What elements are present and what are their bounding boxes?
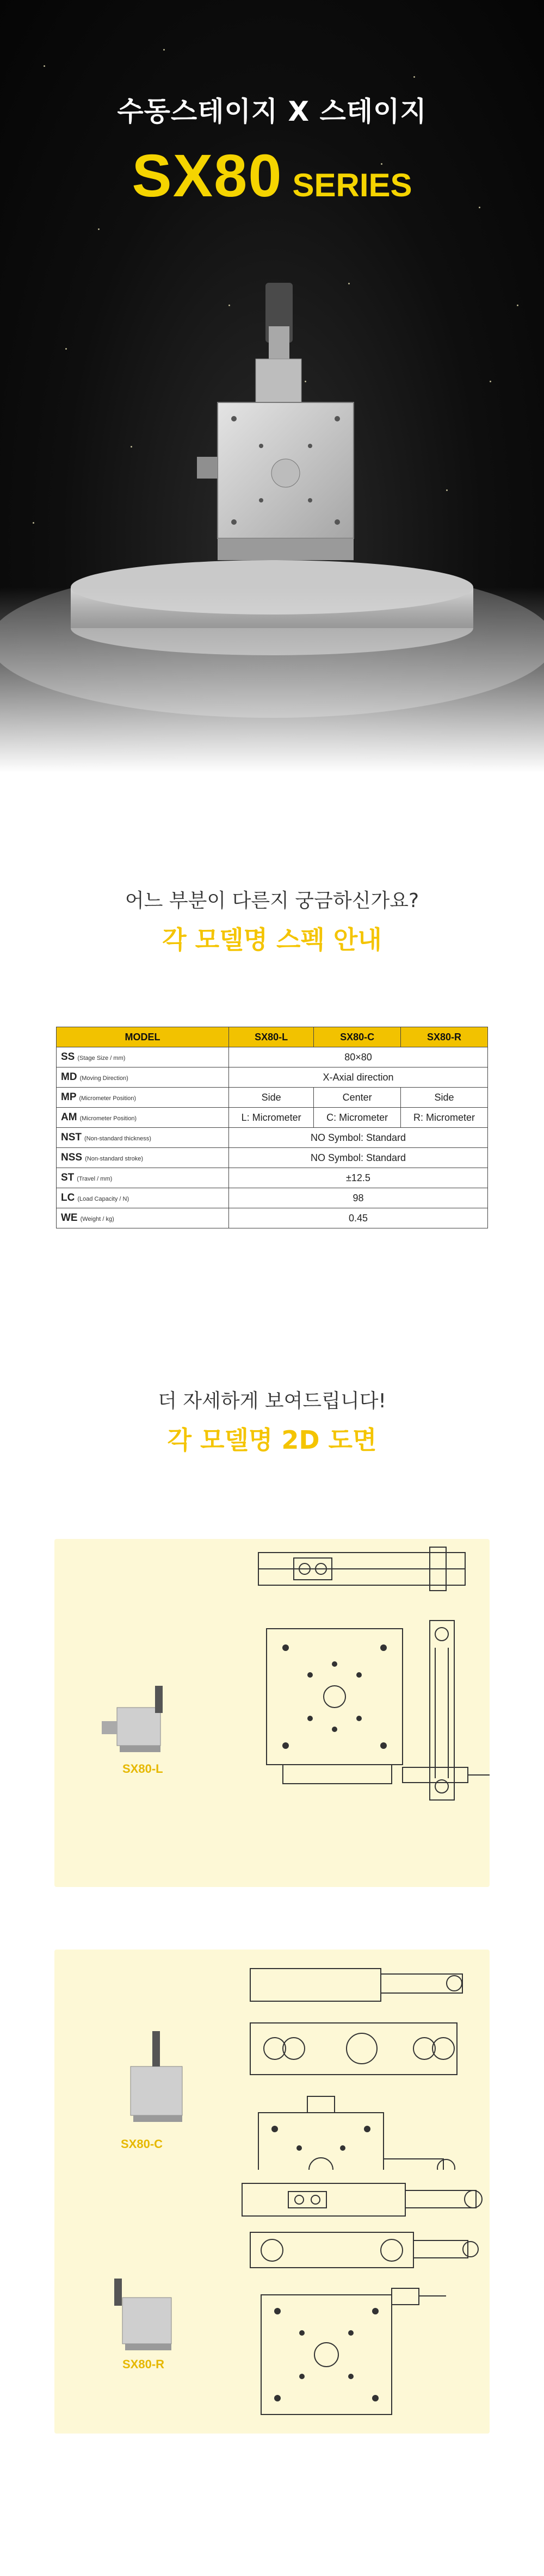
table-row	[57, 1208, 488, 1228]
table-row	[57, 1188, 488, 1208]
spec-title: 각 모델명 스펙 안내	[162, 925, 382, 954]
row-label: ST (Travel / mm)	[57, 1168, 229, 1188]
header-sx80-r: SX80-R	[401, 1027, 488, 1047]
hero-title-main: SX80	[132, 142, 283, 209]
hero-banner	[0, 0, 544, 772]
row-label: NSS (Non-standard stroke)	[57, 1148, 229, 1168]
row-value: Side	[401, 1088, 488, 1108]
drawing-sx80-l	[54, 1539, 490, 1887]
hero-fade	[0, 587, 544, 772]
table-row	[57, 1168, 488, 1188]
spec-table	[56, 1027, 488, 1228]
model-label-sx80-c: SX80-C	[121, 2137, 163, 2151]
row-label: LC (Load Capacity / N)	[57, 1188, 229, 1208]
model-label-sx80-r: SX80-R	[122, 2357, 165, 2371]
row-value: Side	[229, 1088, 314, 1108]
row-value: C: Micrometer	[314, 1108, 401, 1128]
row-label: AM (Micrometer Position)	[57, 1108, 229, 1128]
row-value: L: Micrometer	[229, 1108, 314, 1128]
row-value: Center	[314, 1088, 401, 1108]
row-value: ±12.5	[229, 1168, 488, 1188]
row-label: SS (Stage Size / mm)	[57, 1047, 229, 1067]
table-row	[57, 1108, 488, 1128]
model-label-sx80-l: SX80-L	[122, 1762, 163, 1776]
hero-subtitle: 수동스테이지 X 스테이지	[117, 96, 427, 127]
row-label: MD (Moving Direction)	[57, 1067, 229, 1088]
row-label: NST (Non-standard thickness)	[57, 1128, 229, 1148]
spec-table-header	[57, 1027, 488, 1047]
drawing-sx80-r	[54, 2170, 490, 2434]
drawing-panel-sx80-r-content	[54, 2170, 490, 2434]
table-row	[57, 1088, 488, 1108]
table-row	[57, 1067, 488, 1088]
table-row	[57, 1047, 488, 1067]
row-value: X-Axial direction	[229, 1067, 488, 1088]
row-value: 0.45	[229, 1208, 488, 1228]
row-value: 98	[229, 1188, 488, 1208]
row-label: MP (Micrometer Position)	[57, 1088, 229, 1108]
drawing-title: 각 모델명 2D 도면	[167, 1425, 377, 1455]
drawing-lead: 더 자세하게 보여드립니다!	[158, 1390, 386, 1412]
drawing-panel-sx80-l	[54, 1539, 490, 1887]
header-sx80-l: SX80-L	[229, 1027, 314, 1047]
row-value: NO Symbol: Standard	[229, 1128, 488, 1148]
table-row	[57, 1148, 488, 1168]
row-label: WE (Weight / kg)	[57, 1208, 229, 1228]
header-model: MODEL	[57, 1027, 229, 1047]
row-value: 80×80	[229, 1047, 488, 1067]
table-row	[57, 1128, 488, 1148]
row-value: NO Symbol: Standard	[229, 1148, 488, 1168]
row-value: R: Micrometer	[401, 1108, 488, 1128]
hero-title-series: SERIES	[292, 167, 412, 203]
spec-lead: 어느 부분이 다른지 궁금하신가요?	[125, 890, 419, 912]
header-sx80-c: SX80-C	[314, 1027, 401, 1047]
